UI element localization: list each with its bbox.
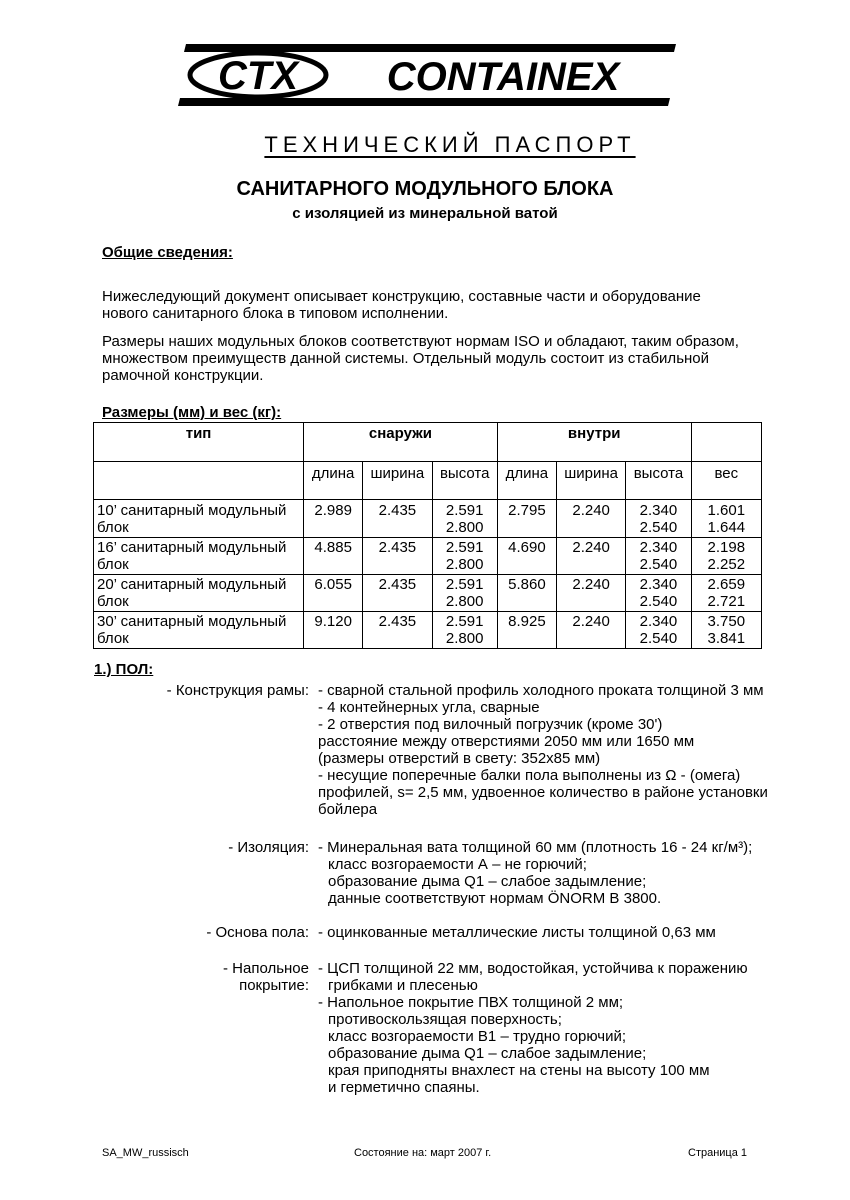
footer-status-date: Состояние на: март 2007 г.: [354, 1147, 492, 1159]
row-type: 30’ санитарный модульный блок: [94, 612, 304, 649]
header-inside: внутри: [497, 423, 691, 462]
row-inside-length: 4.690: [497, 538, 556, 575]
insulation-label: - Изоляция:: [228, 839, 309, 856]
row-inside-height: 2.340 2.540: [626, 612, 691, 649]
row-inside-width: 2.240: [556, 575, 625, 612]
row-inside-width: 2.240: [556, 538, 625, 575]
table-row: [94, 575, 762, 612]
row-weight: 2.659 2.721: [691, 575, 761, 612]
sub-title: с изоляцией из минеральной ватой: [292, 205, 558, 222]
row-weight: 2.198 2.252: [691, 538, 761, 575]
table-header-row: [94, 423, 762, 462]
subheader-length: длина: [304, 462, 363, 500]
subheader-height: высота: [432, 462, 497, 500]
footer-doc-code: SA_MW_russisch: [102, 1147, 189, 1159]
row-inside-length: 5.860: [497, 575, 556, 612]
header-empty: [691, 423, 761, 462]
row-inside-height: 2.340 2.540: [626, 575, 691, 612]
row-type: 20’ санитарный модульный блок: [94, 575, 304, 612]
row-outside-length: 6.055: [304, 575, 363, 612]
row-outside-height: 2.591 2.800: [432, 538, 497, 575]
row-weight: 3.750 3.841: [691, 612, 761, 649]
footer-page-number: Страница 1: [688, 1147, 748, 1159]
table-row: [94, 500, 762, 538]
row-inside-height: 2.340 2.540: [626, 538, 691, 575]
main-title: САНИТАРНОГО МОДУЛЬНОГО БЛОКА: [236, 178, 614, 200]
row-outside-height: 2.591 2.800: [432, 612, 497, 649]
frame-label: - Конструкция рамы:: [166, 682, 309, 699]
header-outside: снаружи: [304, 423, 498, 462]
row-type: 10’ санитарный модульный блок: [94, 500, 304, 538]
containex-logo: [178, 40, 676, 112]
insulation-text: - Минеральная вата толщиной 60 мм (плотность 16 - 24 кг/м³); класс возгораемости А – не горючий; образование дыма Q1 – слабое задымление; данные соответствуют нормам ÖNORM B 3800.: [318, 839, 753, 907]
logo-ctx-text: CTX: [218, 54, 298, 98]
subheader-length-inside: длина: [497, 462, 556, 500]
general-paragraph-2: Размеры наших модульных блоков соответствуют нормам ISO и обладают, таким образом, множеством преимуществ данной системы. Отдельный модуль состоит из стабильной рамочной конструкции.: [102, 333, 739, 384]
subheader-width-inside: ширина: [556, 462, 625, 500]
general-heading: Общие сведения:: [102, 244, 233, 261]
row-outside-width: 2.435: [363, 612, 432, 649]
dimensions-table: [93, 422, 762, 649]
floor-base-text: - оцинкованные металлические листы толщиной 0,63 мм: [318, 924, 716, 941]
floor-covering-text: - ЦСП толщиной 22 мм, водостойкая, устойчива к поражению грибками и плесенью - Напольное покрытие ПВХ толщиной 2 мм; противоскользящая поверхность; класс возгораемости В1 – трудно горючий; образование дыма Q1 – слабое задымление; края приподняты внахлест на стены на высоту 100 мм и герметично спаяны.: [318, 960, 748, 1096]
floor-heading: 1.) ПОЛ:: [94, 661, 154, 678]
general-paragraph-1: Нижеследующий документ описывает конструкцию, составные части и оборудование нового санитарного блока в типовом исполнении.: [102, 288, 701, 322]
subheader-width: ширина: [363, 462, 432, 500]
document-title: ТЕХНИЧЕСКИЙ ПАСПОРТ: [264, 132, 636, 157]
row-type: 16’ санитарный модульный блок: [94, 538, 304, 575]
row-outside-height: 2.591 2.800: [432, 500, 497, 538]
floor-base-label: - Основа пола:: [206, 924, 309, 941]
subheader-weight: вес: [691, 462, 761, 500]
row-outside-length: 4.885: [304, 538, 363, 575]
general-section: [102, 288, 742, 384]
row-outside-width: 2.435: [363, 500, 432, 538]
row-outside-height: 2.591 2.800: [432, 575, 497, 612]
dimensions-heading: Размеры (мм) и вес (кг):: [102, 404, 282, 421]
row-inside-height: 2.340 2.540: [626, 500, 691, 538]
subheader-height-inside: высота: [626, 462, 691, 500]
header-type: тип: [94, 423, 304, 462]
row-outside-width: 2.435: [363, 575, 432, 612]
row-outside-length: 2.989: [304, 500, 363, 538]
table-row: [94, 612, 762, 649]
row-inside-width: 2.240: [556, 612, 625, 649]
logo-brand-text: CONTAINEX: [386, 55, 620, 99]
row-weight: 1.601 1.644: [691, 500, 761, 538]
row-outside-width: 2.435: [363, 538, 432, 575]
row-inside-length: 8.925: [497, 612, 556, 649]
table-subheader-row: [94, 462, 762, 500]
floor-covering-label: - Напольное покрытие:: [222, 960, 309, 994]
frame-text: - сварной стальной профиль холодного проката толщиной 3 мм - 4 контейнерных угла, сварные - 2 отверстия под вилочный погрузчик (кроме 30') расстояние между отверстиями 2050 мм или 1650 мм (размеры отверстий в свету: 352x85 мм) - несущие поперечные балки пола выполнены из Ω - (омега) профилей, s= 2,5 мм, удвоенное количество в районе установки бойлера: [318, 682, 768, 818]
row-inside-width: 2.240: [556, 500, 625, 538]
row-outside-length: 9.120: [304, 612, 363, 649]
row-inside-length: 2.795: [497, 500, 556, 538]
table-row: [94, 538, 762, 575]
subheader-empty: [94, 462, 304, 500]
